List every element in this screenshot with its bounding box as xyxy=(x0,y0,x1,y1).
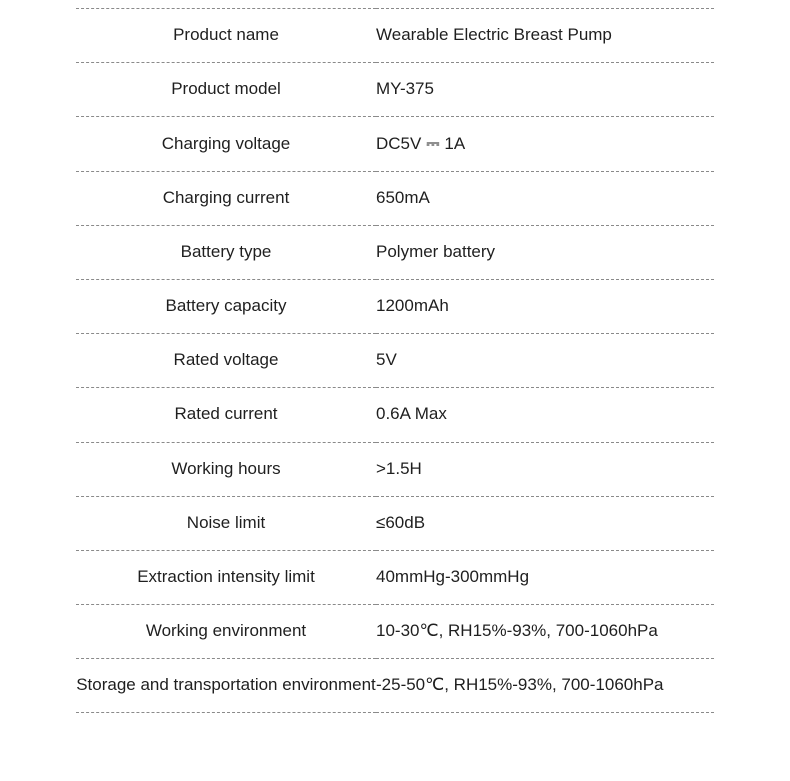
table-row xyxy=(76,9,714,63)
spec-label: Extraction intensity limit xyxy=(76,550,376,604)
spec-label: Noise limit xyxy=(76,496,376,550)
spec-value: MY-375 xyxy=(376,63,714,117)
table-row xyxy=(76,550,714,604)
spec-value: -25-50℃, RH15%-93%, 700-1060hPa xyxy=(376,659,714,713)
spec-label: Charging current xyxy=(76,171,376,225)
spec-label: Battery capacity xyxy=(76,279,376,333)
spec-label: Working hours xyxy=(76,442,376,496)
table-row xyxy=(76,225,714,279)
spec-label: Product name xyxy=(76,9,376,63)
spec-value: DC5V ⎓ 1A xyxy=(376,117,714,171)
spec-value: 10-30℃, RH15%-93%, 700-1060hPa xyxy=(376,605,714,659)
spec-value: 1200mAh xyxy=(376,279,714,333)
specification-table-body xyxy=(76,9,714,713)
spec-label: Rated current xyxy=(76,388,376,442)
spec-value: Wearable Electric Breast Pump xyxy=(376,9,714,63)
table-row xyxy=(76,388,714,442)
spec-value: >1.5H xyxy=(376,442,714,496)
spec-label: Product model xyxy=(76,63,376,117)
spec-value: Polymer battery xyxy=(376,225,714,279)
table-row xyxy=(76,496,714,550)
spec-label: Charging voltage xyxy=(76,117,376,171)
table-row xyxy=(76,171,714,225)
spec-label: Battery type xyxy=(76,225,376,279)
specification-table xyxy=(76,8,714,713)
spec-value: 0.6A Max xyxy=(376,388,714,442)
spec-value: 650mA xyxy=(376,171,714,225)
spec-value: ≤60dB xyxy=(376,496,714,550)
table-row xyxy=(76,334,714,388)
spec-value: 40mmHg-300mmHg xyxy=(376,550,714,604)
table-row xyxy=(76,442,714,496)
table-row xyxy=(76,605,714,659)
spec-label: Rated voltage xyxy=(76,334,376,388)
spec-label: Storage and transportation environment xyxy=(76,659,376,713)
spec-value: 5V xyxy=(376,334,714,388)
table-row xyxy=(76,63,714,117)
spec-label: Working environment xyxy=(76,605,376,659)
table-row xyxy=(76,279,714,333)
table-row xyxy=(76,659,714,713)
table-row xyxy=(76,117,714,171)
